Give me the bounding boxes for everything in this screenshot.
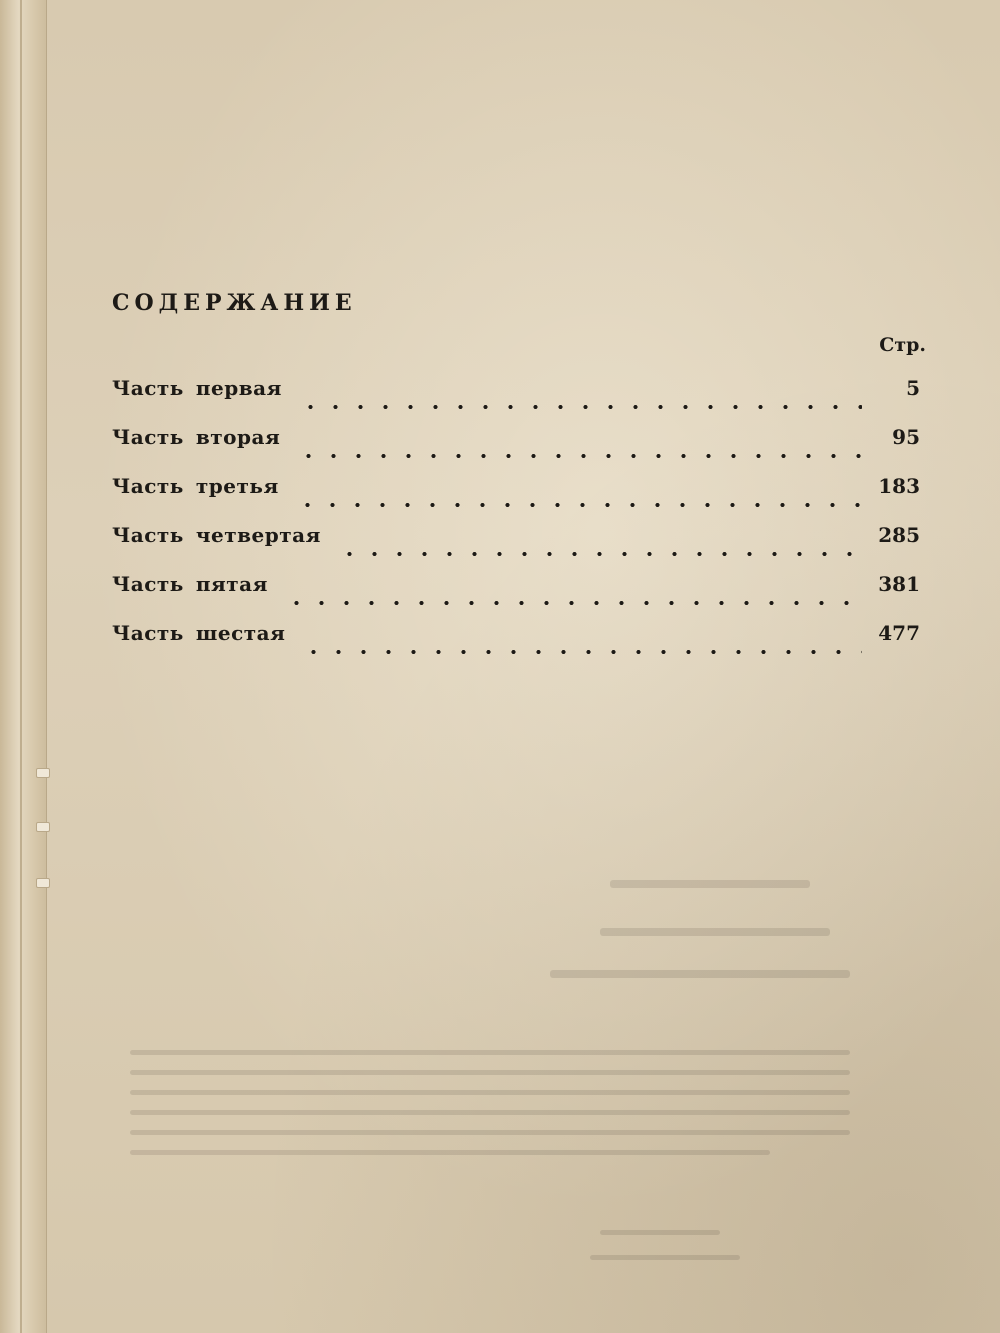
bleed-through-imprint bbox=[120, 860, 860, 1280]
toc-entry-label bbox=[112, 474, 279, 498]
toc-entry-label bbox=[112, 572, 268, 596]
dot-leader bbox=[296, 454, 862, 458]
bleed-through-line bbox=[610, 880, 810, 888]
toc-entry-word: Часть bbox=[112, 474, 184, 498]
toc-entry-word: Часть bbox=[112, 376, 184, 400]
toc-entry-word: Часть bbox=[112, 621, 184, 645]
toc-entry-word: пятая bbox=[195, 572, 268, 596]
toc-title: СОДЕРЖАНИЕ bbox=[112, 290, 357, 316]
toc-entry-word: Часть bbox=[112, 523, 184, 547]
dot-leader bbox=[284, 601, 862, 605]
dot-leader bbox=[301, 650, 862, 654]
toc-entry-label bbox=[112, 523, 321, 547]
toc-entry-page: 285 bbox=[878, 523, 920, 547]
toc-entry-page: 477 bbox=[878, 621, 920, 645]
bleed-through-line bbox=[130, 1090, 850, 1095]
toc-entries bbox=[112, 376, 920, 670]
binding-fold-line bbox=[20, 0, 22, 1333]
toc-entry-word: вторая bbox=[195, 425, 281, 449]
toc-entry bbox=[112, 572, 920, 621]
toc-entry bbox=[112, 376, 920, 425]
toc-entry-page: 183 bbox=[878, 474, 920, 498]
bleed-through-line bbox=[600, 928, 830, 936]
dot-leader bbox=[337, 552, 862, 556]
bleed-through-line bbox=[130, 1110, 850, 1115]
binding-stitch bbox=[36, 822, 50, 832]
bleed-through-line bbox=[550, 970, 850, 978]
toc-entry-word: Часть bbox=[112, 425, 184, 449]
toc-entry-word: Часть bbox=[112, 572, 184, 596]
toc-entry-label bbox=[112, 621, 285, 645]
toc-entry bbox=[112, 425, 920, 474]
toc-entry bbox=[112, 474, 920, 523]
bleed-through-line bbox=[130, 1070, 850, 1075]
toc-entry-page: 95 bbox=[892, 425, 920, 449]
toc-entry-word: четвертая bbox=[195, 523, 321, 547]
bleed-through-line bbox=[130, 1150, 770, 1155]
page-column-header: Стр. bbox=[879, 334, 926, 356]
bleed-through-line bbox=[590, 1255, 740, 1260]
toc-entry-label bbox=[112, 376, 282, 400]
toc-entry-label bbox=[112, 425, 280, 449]
toc-entry-page: 5 bbox=[906, 376, 920, 400]
toc-entry-word: третья bbox=[195, 474, 279, 498]
toc-entry-page: 381 bbox=[878, 572, 920, 596]
dot-leader bbox=[295, 503, 862, 507]
toc-entry bbox=[112, 621, 920, 670]
toc-entry-word: первая bbox=[195, 376, 282, 400]
page-binding-edge bbox=[0, 0, 47, 1333]
binding-stitch bbox=[36, 878, 50, 888]
bleed-through-line bbox=[130, 1130, 850, 1135]
binding-stitch bbox=[36, 768, 50, 778]
bleed-through-line bbox=[600, 1230, 720, 1235]
toc-entry-word: шестая bbox=[195, 621, 286, 645]
toc-entry bbox=[112, 523, 920, 572]
bleed-through-line bbox=[130, 1050, 850, 1055]
dot-leader bbox=[298, 405, 862, 409]
